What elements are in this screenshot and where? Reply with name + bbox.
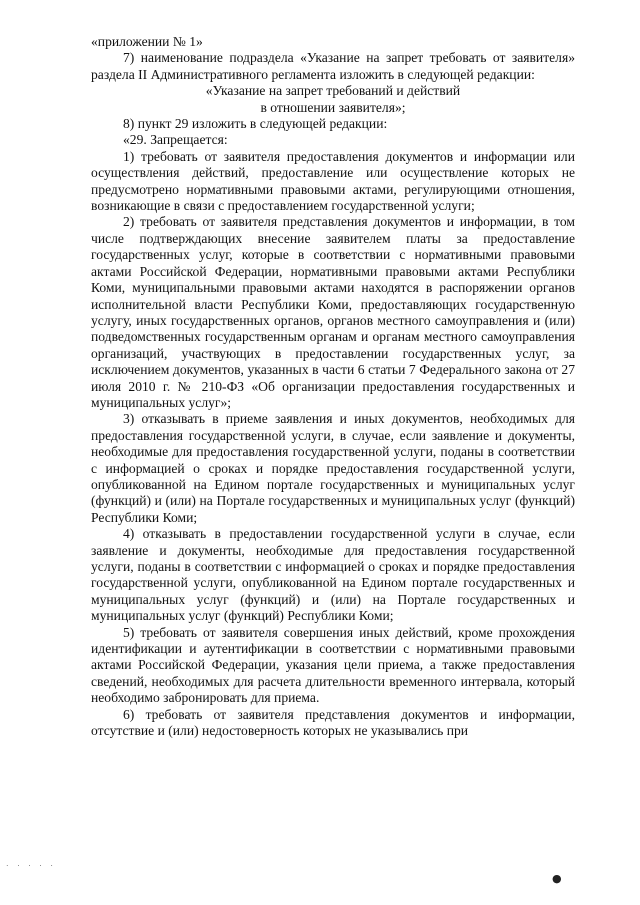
list-item-1: 1) требовать от заявителя предоставления документов и информации или осуществления действий, предоставление или осуществление которых не предусмотрено нормативными правовыми актами, регулирующими отношения, возникающие в связи с предоставлением государственной услуги; bbox=[91, 148, 575, 214]
list-item-4: 4) отказывать в предоставлении государственной услуги в случае, если заявление и документы, необходимые для предоставления государственной услуги, поданы в соответствии с информацией о сроках и порядке предоставления государственной услуги, опубликованной на Едином портале государственных и муниципальных услуг (функций) и (или) на Портале государственных и муниципальных услуг (функций) Республики Коми; bbox=[91, 526, 575, 624]
paragraph-item-8: 8) пункт 29 изложить в следующей редакции: bbox=[123, 116, 388, 132]
scan-mark: ● bbox=[552, 872, 562, 885]
list-item-6: 6) требовать от заявителя представления документов и информации, отсутствие и (или) недостоверность которых не указывались при bbox=[91, 706, 575, 739]
list-item-5: 5) требовать от заявителя совершения иных действий, кроме прохождения идентификации и аутентификации в соответствии с нормативными правовыми актами Российской Федерации, указания цели приема, а также предоставления сведений, необходимых для расчета длительности временного интервала, который необходимо забронировать для приема. bbox=[91, 624, 575, 706]
list-item-3: 3) отказывать в приеме заявления и иных документов, необходимых для предоставления государственной услуги, в случае, если заявление и документы, необходимые для предоставления государственной услуги, поданы в соответствии с информацией о сроках и порядке предоставления государственной услуги, опубликованной на Едином портале государственных и муниципальных услуг (функций) и (или) на Портале государственных и муниципальных услуг (функций) Республики Коми; bbox=[91, 411, 575, 525]
paragraph-item-7: 7) наименование подраздела «Указание на запрет требовать от заявителя» раздела II Административного регламента изложить в следующей редакции: bbox=[91, 50, 575, 82]
scan-dots: . . . . . bbox=[6, 859, 56, 868]
paragraph-clause-29: «29. Запрещается: bbox=[123, 132, 228, 148]
paragraph-appendix-ref: «приложении № 1» bbox=[91, 34, 203, 49]
heading-line-2: в отношении заявителя»; bbox=[260, 99, 406, 115]
list-item-2: 2) требовать от заявителя представления документов и информации, в том числе подтверждающих внесение заявителем платы за предоставление государственных услуг, которые в соответствии с нормативными правовыми актами Российской Федерации, нормативными правовыми актами Республики Коми, муниципальными правовыми актами находятся в распоряжении органов исполнительной власти Республики Коми, предоставляющих государственную услугу, иных государственных органов, органов местного самоуправления и (или) подведомственных государственным органам и органам местного самоуправления организаций, участвующих в предоставлении государственных услуг, за исключением документов, указанных в части 6 статьи 7 Федерального закона от 27 июля 2010 г. № 210-ФЗ «Об организации предоставления государственных и муниципальных услуг»; bbox=[91, 214, 575, 410]
heading-line-1: «Указание на запрет требований и действий bbox=[205, 83, 461, 99]
document-body bbox=[91, 34, 575, 739]
